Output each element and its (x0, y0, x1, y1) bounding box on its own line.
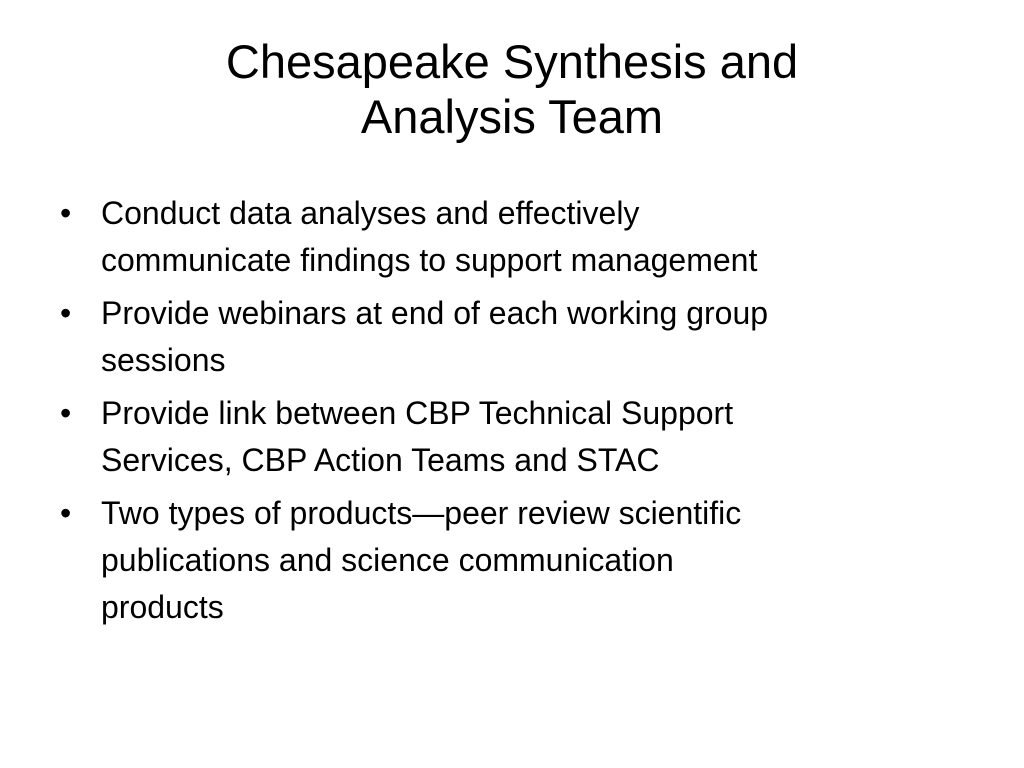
bullet-item-4 (58, 490, 958, 631)
title-line-1: Chesapeake Synthesis and (225, 35, 799, 88)
bullet-3-line-2: Services, CBP Action Teams and STAC (101, 442, 660, 478)
bullet-item-1 (58, 190, 958, 284)
bullet-4-line-3: products (101, 589, 224, 625)
bullet-item-2 (58, 290, 958, 384)
bullet-3-line-1: Provide link between CBP Technical Support (101, 395, 734, 431)
bullet-4-line-1: Two types of products—peer review scientific (101, 495, 742, 531)
bullet-list (58, 190, 958, 637)
bullet-1-line-1: Conduct data analyses and effectively (101, 195, 640, 231)
bullet-2-line-1: Provide webinars at end of each working group (101, 295, 769, 331)
bullet-dot-icon: • (60, 195, 72, 231)
bullet-item-3 (58, 390, 958, 484)
bullet-dot-icon: • (60, 295, 72, 331)
bullet-dot-icon: • (60, 395, 72, 431)
bullet-dot-icon: • (60, 495, 72, 531)
slide-title (80, 34, 944, 144)
title-line-2: Analysis Team (360, 90, 664, 143)
bullet-1-line-2: communicate findings to support management (101, 242, 758, 278)
bullet-4-line-2: publications and science communication (101, 542, 674, 578)
bullet-2-line-2: sessions (101, 342, 226, 378)
